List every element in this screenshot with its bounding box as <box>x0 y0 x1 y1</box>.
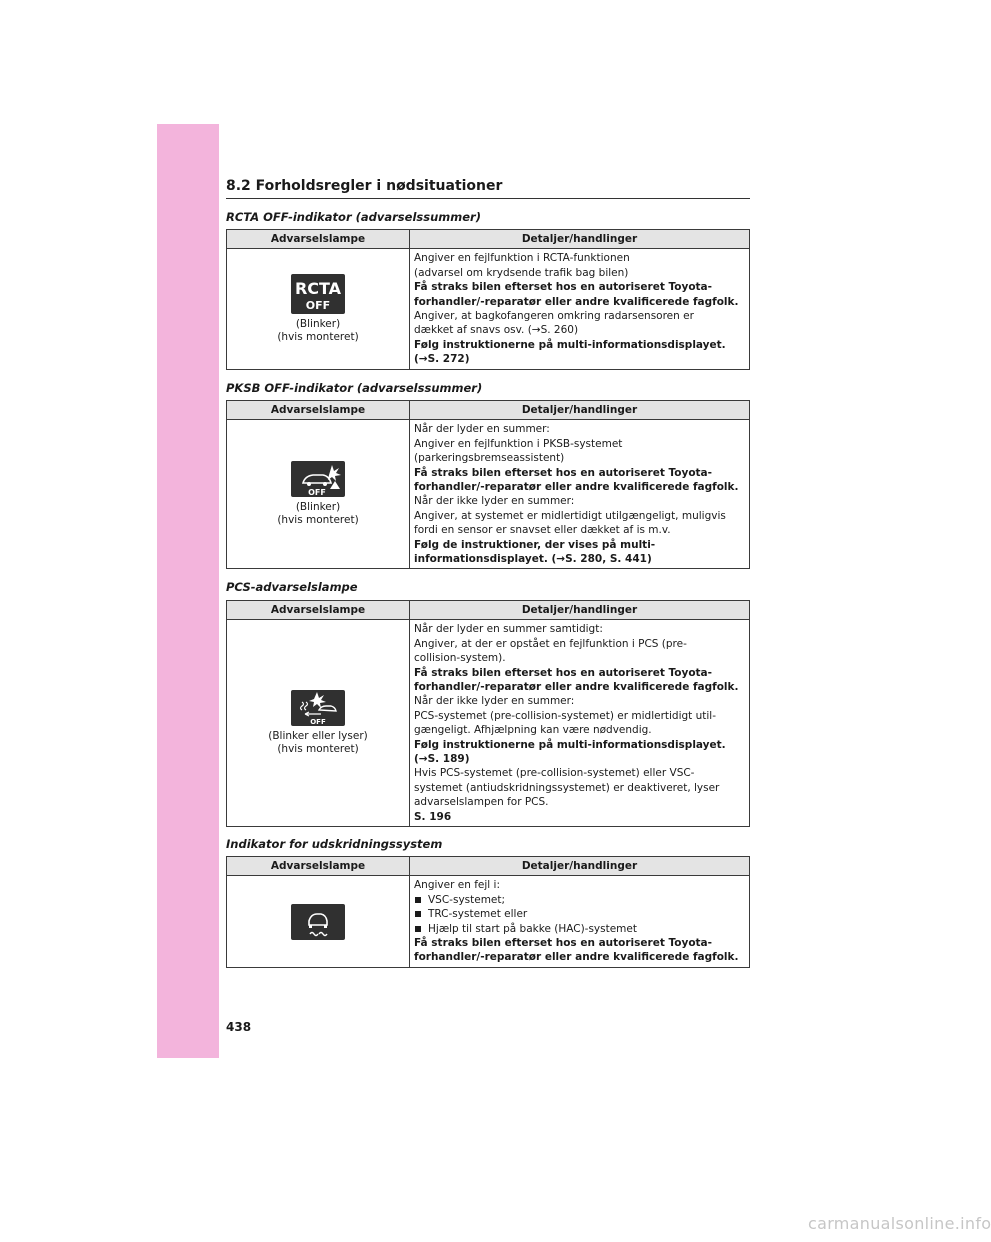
detail-line-bold: forhandler/-reparatør eller andre kvalificerede fagfolk. <box>414 481 739 494</box>
column-header-details: Detaljer/handlinger <box>410 401 750 420</box>
detail-line: Angiver en fejlfunktion i RCTA-funktionen <box>414 252 630 265</box>
detail-line-bold: Få straks bilen efterset hos en autoriseret Toyota- <box>414 666 713 679</box>
details-cell <box>410 249 750 369</box>
lamp-caption: (Blinker) <box>295 501 341 514</box>
detail-line-bold: Få straks bilen efterset hos en autoriseret Toyota- <box>414 281 713 294</box>
bullet-text: TRC-systemet eller <box>428 908 528 921</box>
detail-line: Når der ikke lyder en summer: <box>414 495 575 508</box>
detail-line: Angiver, at bagkofangeren omkring radarsensoren er <box>414 310 694 323</box>
detail-line: Angiver en fejl i: <box>414 879 500 892</box>
detail-line-bold: informationsdisplayet. (→S. 280, S. 441) <box>414 553 652 566</box>
details-cell <box>410 876 750 967</box>
detail-line: gængeligt. Afhjælpning kan være nødvendig. <box>414 724 652 737</box>
column-header-lamp: Advarselslampe <box>227 401 410 420</box>
section-header: 8.2 Forholdsregler i nødsituationer <box>226 178 503 194</box>
detail-line-bold: Følg instruktionerne på multi-informationsdisplayet. <box>414 338 726 351</box>
detail-line: Når der ikke lyder en summer: <box>414 695 575 708</box>
skid-car-lamp-icon <box>291 904 345 940</box>
detail-line: advarselslampen for PCS. <box>414 796 549 809</box>
table-title-pksb: PKSB OFF-indikator (advarselssummer) <box>226 381 483 395</box>
table-title-pcs: PCS-advarselslampe <box>226 580 358 594</box>
lamp-caption: (hvis monteret) <box>277 514 359 527</box>
section-rule <box>226 198 750 199</box>
table-skid <box>226 856 750 968</box>
pksb-off-lamp-icon <box>291 461 345 497</box>
column-header-lamp: Advarselslampe <box>227 230 410 249</box>
table-pksb <box>226 400 750 569</box>
detail-line-bold: Få straks bilen efterset hos en autoriseret Toyota- <box>414 937 713 950</box>
lamp-text-off: OFF <box>308 488 326 498</box>
bullet-item <box>414 907 745 921</box>
detail-line: Angiver, at systemet er midlertidigt utilgængeligt, muligvis <box>414 509 726 522</box>
pcs-off-lamp-icon <box>291 690 345 726</box>
bullet-square-icon <box>415 897 421 903</box>
column-header-lamp: Advarselslampe <box>227 601 410 620</box>
detail-line-bold: forhandler/-reparatør eller andre kvalificerede fagfolk. <box>414 951 739 964</box>
bullet-square-icon <box>415 911 421 917</box>
lamp-cell <box>227 420 410 569</box>
detail-line: collision-system). <box>414 652 506 665</box>
detail-line-bold: Følg instruktionerne på multi-informationsdisplayet. <box>414 738 726 751</box>
bullet-text: VSC-systemet; <box>428 893 506 906</box>
bullet-item <box>414 922 745 936</box>
details-cell <box>410 420 750 569</box>
detail-line: Angiver, at der er opstået en fejlfunktion i PCS (pre- <box>414 637 687 650</box>
detail-line: Angiver en fejlfunktion i PKSB-systemet <box>414 437 623 450</box>
table-title-skid: Indikator for udskridningssystem <box>226 837 443 851</box>
detail-line: systemet (antiudskridningssystemet) er deaktiveret, lyser <box>414 781 720 794</box>
detail-line-bold: forhandler/-reparatør eller andre kvalificerede fagfolk. <box>414 295 739 308</box>
page-number: 438 <box>226 1020 252 1034</box>
detail-line-bold: Få straks bilen efterset hos en autoriseret Toyota- <box>414 466 713 479</box>
column-header-details: Detaljer/handlinger <box>410 857 750 876</box>
lamp-cell <box>227 876 410 967</box>
lamp-cell <box>227 620 410 827</box>
detail-line: fordi en sensor er snavset eller dækket af is m.v. <box>414 524 671 537</box>
detail-line-bold: S. 196 <box>414 810 452 823</box>
lamp-text-off: OFF <box>305 299 331 313</box>
bullet-text: Hjælp til start på bakke (HAC)-systemet <box>428 922 637 935</box>
lamp-caption: (hvis monteret) <box>277 743 359 756</box>
detail-line: (advarsel om krydsende trafik bag bilen) <box>414 266 629 279</box>
detail-line-bold: forhandler/-reparatør eller andre kvalificerede fagfolk. <box>414 681 739 694</box>
detail-line: (parkeringsbremseassistent) <box>414 452 565 465</box>
rcta-off-lamp-icon <box>291 274 345 314</box>
lamp-cell <box>227 249 410 369</box>
column-header-details: Detaljer/handlinger <box>410 230 750 249</box>
table-rcta <box>226 229 750 370</box>
bullet-item <box>414 893 745 907</box>
detail-line: Hvis PCS-systemet (pre-collision-systemet) eller VSC- <box>414 767 695 780</box>
table-title-rcta: RCTA OFF-indikator (advarselssummer) <box>226 210 481 224</box>
column-header-lamp: Advarselslampe <box>227 857 410 876</box>
detail-line-bold: (→S. 272) <box>414 353 470 366</box>
lamp-text-rcta: RCTA <box>294 279 342 299</box>
detail-line: PCS-systemet (pre-collision-systemet) er midlertidigt util- <box>414 709 717 722</box>
detail-line: Når der lyder en summer: <box>414 423 550 436</box>
table-pcs <box>226 600 750 827</box>
details-cell <box>410 620 750 827</box>
detail-line: dækket af snavs osv. (→S. 260) <box>414 324 579 337</box>
detail-line: Når der lyder en summer samtidigt: <box>414 623 603 636</box>
bullet-square-icon <box>415 926 421 932</box>
column-header-details: Detaljer/handlinger <box>410 601 750 620</box>
lamp-caption: (hvis monteret) <box>277 331 359 344</box>
detail-line-bold: Følg de instruktioner, der vises på multi- <box>414 538 656 551</box>
watermark-text: carmanualsonline.info <box>808 1214 991 1233</box>
chapter-tab-sidebar <box>157 124 219 1058</box>
lamp-caption: (Blinker eller lyser) <box>268 730 368 743</box>
lamp-caption: (Blinker) <box>295 318 341 331</box>
lamp-text-off: OFF <box>310 718 326 727</box>
detail-line-bold: (→S. 189) <box>414 753 470 766</box>
